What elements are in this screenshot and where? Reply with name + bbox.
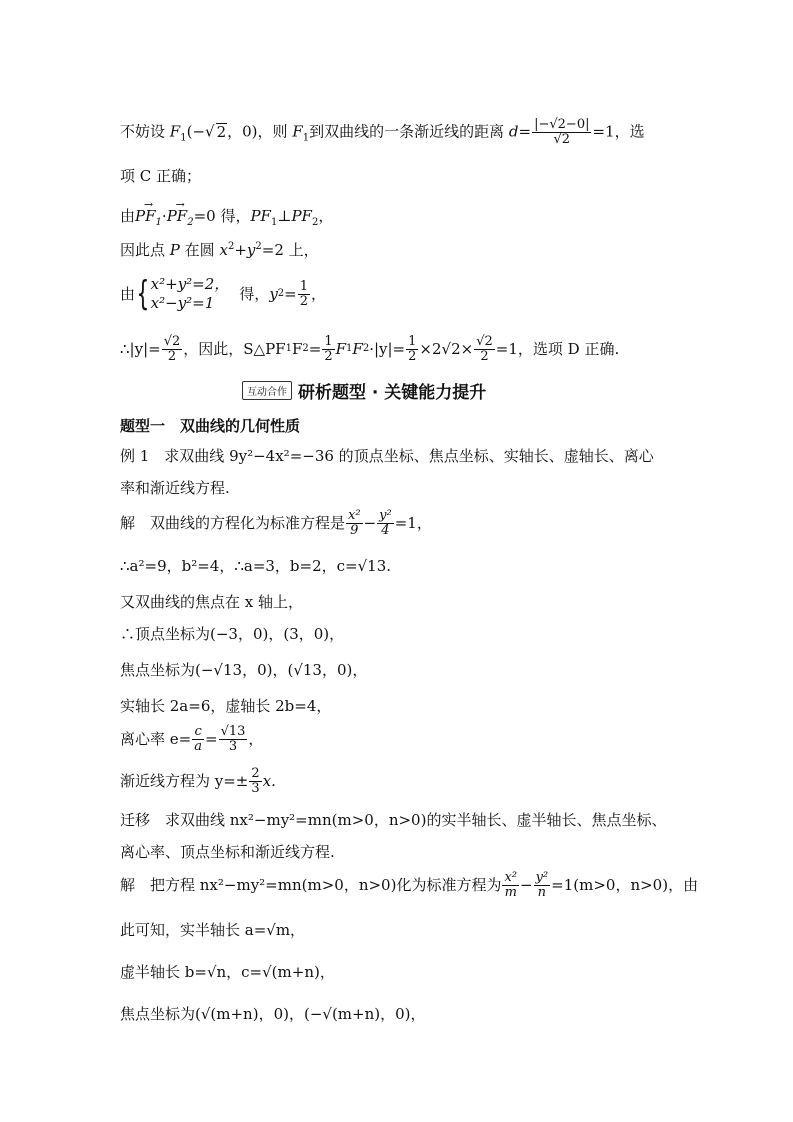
- denominator: 4: [381, 522, 390, 538]
- denominator: 2: [299, 293, 309, 309]
- var: PF: [250, 207, 271, 225]
- var: F: [352, 340, 363, 358]
- fraction: [474, 335, 495, 364]
- option-c-line: 项 C 正确；: [120, 167, 202, 185]
- sub: 1: [302, 132, 310, 144]
- numerator: |−√2−0|: [534, 117, 590, 132]
- text: 渐近线方程为 y=±: [120, 772, 249, 790]
- fraction: [249, 767, 261, 796]
- numerator: c: [194, 723, 202, 739]
- fraction: [219, 725, 248, 754]
- numerator: x²: [348, 507, 361, 523]
- text: =0 得，: [193, 207, 251, 225]
- transfer-question-line-1: 迁移 求双曲线 nx²−my²=mn(m>0，n>0)的实半轴长、虚半轴长、焦点坐标、: [120, 811, 667, 829]
- var: P: [169, 241, 180, 259]
- solution-asymptote: [120, 764, 276, 798]
- sub: 2: [311, 217, 319, 228]
- text: 因此点: [120, 241, 166, 259]
- text: ，: [248, 730, 264, 748]
- solution-foci: 焦点坐标为(−√13，0)，(√13，0)，: [120, 661, 368, 679]
- text: ·: [161, 207, 167, 225]
- system-line: 由 { x²+y²=2， x²−y²=1 得， y 2 = $\frac{1}{2}$ ，: [120, 274, 327, 314]
- text: =1，选: [592, 122, 645, 141]
- text: =2 上，: [261, 241, 319, 259]
- text: =: [204, 730, 218, 748]
- text: +: [234, 241, 247, 259]
- fraction: [532, 118, 591, 147]
- fraction: [162, 335, 183, 364]
- denominator: 2: [324, 348, 333, 364]
- equation-system: [151, 275, 230, 313]
- solution-vertices: ∴顶点坐标为(−3，0)，(3，0)，: [120, 625, 345, 643]
- fraction: [502, 871, 519, 900]
- fraction: [192, 725, 204, 754]
- text: 离心率 e=: [120, 730, 192, 748]
- numerator: y²: [535, 869, 549, 885]
- text: x.: [262, 772, 276, 790]
- sub: 1: [155, 217, 162, 228]
- text: ，: [318, 207, 334, 225]
- equation: x²+y²=2，: [150, 275, 230, 293]
- text: 不妨设: [120, 122, 166, 141]
- text: =1，: [394, 514, 432, 532]
- var: PF: [166, 207, 188, 225]
- denominator: m: [504, 884, 517, 900]
- var: y: [269, 285, 278, 303]
- text: ·|y|=: [369, 340, 406, 358]
- fraction: [298, 280, 310, 309]
- var: PF: [135, 207, 156, 225]
- topic-title: 题型一 双曲线的几何性质: [120, 417, 301, 435]
- transfer-foci: 焦点坐标为(√(m+n)，0)，(−√(m+n)，0)，: [120, 1005, 426, 1023]
- solution-values: ∴a²=9，b²=4，∴a=3，b=2，c=√13.: [120, 557, 392, 575]
- perpendicular-line: [120, 206, 333, 226]
- text: F: [291, 340, 303, 358]
- transfer-solution-standard-form: [120, 868, 698, 902]
- text: 到双曲线的一条渐近线的距离: [309, 122, 505, 141]
- text: 由: [120, 207, 136, 225]
- numerator: 1: [299, 278, 309, 294]
- text: =: [518, 122, 532, 141]
- denominator: 3: [228, 738, 238, 754]
- circle-line: [120, 240, 319, 260]
- text: ∴|y|=: [120, 340, 161, 358]
- solution-axis: 又双曲线的焦点在 x 轴上，: [120, 593, 303, 611]
- text: ，因此，S△PF: [183, 340, 286, 358]
- numerator: √13: [220, 723, 246, 739]
- var: F: [292, 122, 303, 141]
- transfer-question-line-2: 离心率、顶点坐标和渐近线方程.: [120, 843, 335, 861]
- text: ⊥: [277, 207, 292, 225]
- text: 在圆: [184, 241, 215, 259]
- transfer-real-semi-axis: 此可知，实半轴长 a=√m，: [120, 921, 306, 939]
- text: =: [308, 340, 322, 358]
- fraction: [322, 335, 334, 364]
- denominator: 2: [167, 348, 177, 364]
- solution-eccentricity: [120, 722, 263, 756]
- vector-pf1: [135, 206, 162, 226]
- denominator: n: [537, 884, 547, 900]
- fraction: [406, 335, 418, 364]
- numerator: 1: [324, 333, 333, 349]
- denominator: 3: [251, 780, 260, 796]
- numerator: √2: [163, 333, 181, 349]
- vector-pf2: [167, 206, 194, 226]
- text: 解 把方程 nx²−my²=mn(m>0，n>0)化为标准方程为: [120, 876, 502, 894]
- text: −: [520, 876, 533, 894]
- var: F: [169, 122, 181, 141]
- denominator: a: [194, 738, 202, 754]
- denominator: 9: [350, 522, 359, 538]
- radicand: 2: [216, 122, 227, 141]
- text: 由: [120, 285, 136, 303]
- text: ，: [311, 285, 327, 303]
- area-line: ∴|y|= $\frac{√2}{2}$ ，因此，S△PF 1 F 2 = $\frac{1}{2}$ F 1 F 2 ·|y|= $\frac{1}{2}$ ×2√2× $\frac{√2}{2}$ =1，选项 D 正确.: [120, 333, 620, 364]
- solution-standard-form: [120, 506, 432, 540]
- sub: 1: [270, 217, 278, 228]
- numerator: 2: [251, 765, 260, 781]
- text: ×2√2×: [419, 340, 474, 358]
- section-header: [242, 378, 486, 403]
- var: PF: [291, 207, 312, 225]
- denominator: 2: [480, 348, 489, 364]
- text: (−: [186, 122, 206, 141]
- denominator: √2: [553, 132, 571, 147]
- fraction: [346, 509, 363, 538]
- distance-line: [120, 118, 645, 147]
- text: =: [284, 285, 297, 303]
- var: d: [508, 122, 519, 141]
- fraction: [377, 509, 394, 538]
- var: y: [246, 241, 256, 259]
- example-question-line-1: 例 1 求双曲线 9y²−4x²=−36 的顶点坐标、焦点坐标、实轴长、虚轴长、离心: [120, 447, 654, 465]
- section-badge: 互动合作: [242, 381, 292, 400]
- text: ，0)，则: [227, 122, 288, 141]
- text: 解 双曲线的方程化为标准方程是: [120, 514, 346, 532]
- numerator: √2: [476, 333, 493, 349]
- sub: 1: [180, 132, 187, 144]
- text: =1，选项 D 正确.: [495, 340, 620, 358]
- var: x: [219, 241, 228, 259]
- numerator: 1: [408, 333, 417, 349]
- equation: x²−y²=1: [150, 294, 215, 312]
- text: −: [363, 514, 377, 532]
- var: F: [335, 340, 347, 358]
- transfer-imag-semi-axis: 虚半轴长 b=√n，c=√(m+n)，: [120, 963, 335, 981]
- example-question-line-2: 率和渐近线方程.: [120, 479, 230, 497]
- fraction: [534, 871, 551, 900]
- sup: 2: [255, 241, 262, 252]
- sqrt-symbol: √: [205, 122, 215, 141]
- solution-axis-lengths: 实轴长 2a=6，虚轴长 2b=4，: [120, 697, 332, 715]
- section-title: 研析题型 · 关键能力提升: [298, 383, 487, 403]
- sub: 2: [187, 217, 194, 228]
- text: =1(m>0，n>0)，由: [551, 876, 699, 894]
- numerator: y²: [379, 507, 392, 523]
- sup: 2: [227, 241, 235, 252]
- text: 得，: [239, 285, 270, 303]
- numerator: x²: [504, 869, 517, 885]
- brace: {: [136, 274, 150, 314]
- denominator: 2: [408, 348, 417, 364]
